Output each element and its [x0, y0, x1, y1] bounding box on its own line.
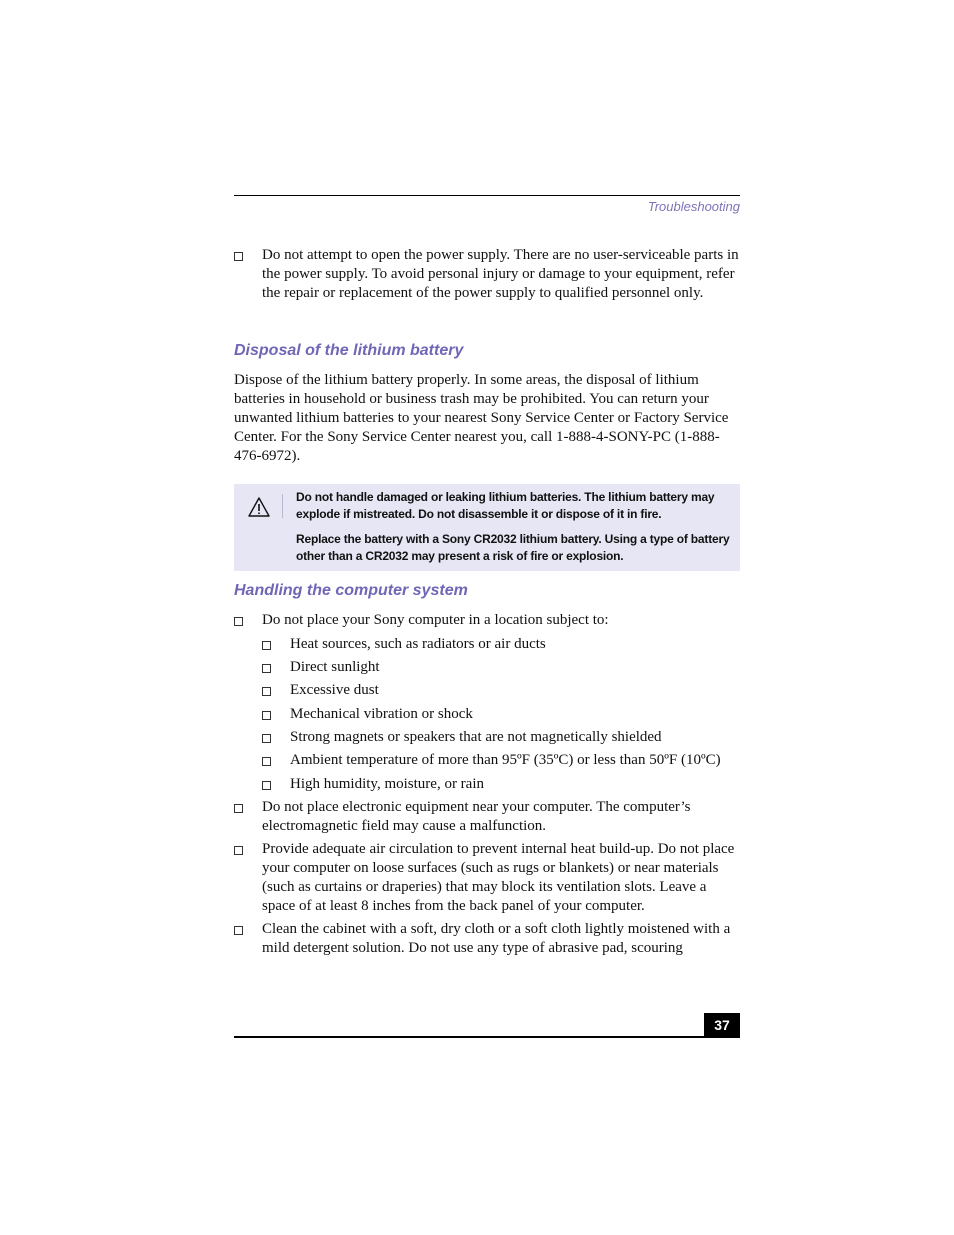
checkbox-bullet-icon — [262, 734, 271, 743]
section-heading-handling: Handling the computer system — [234, 582, 468, 599]
warning-text-2: Replace the battery with a Sony CR2032 lithium battery. Using a type of battery other than a CR2032 may present a risk of fire or explosion. — [296, 532, 730, 563]
list-item-text: Do not place electronic equipment near your computer. The computer’s electromagnetic field may cause a malfunction. — [262, 799, 691, 834]
sub-list-item — [262, 705, 473, 722]
section-heading-lithium: Disposal of the lithium battery — [234, 342, 464, 359]
list-item-text: Do not place your Sony computer in a location subject to: — [262, 612, 609, 628]
warning-triangle-icon — [247, 496, 271, 518]
header-rule — [234, 195, 740, 196]
sub-list-item — [262, 775, 485, 792]
page-number: 37 — [704, 1013, 740, 1037]
sub-list-item-text: Ambient temperature of more than 95ºF (35ºC) or less than 50ºF (10ºC) — [290, 752, 721, 768]
list-item-text: Do not attempt to open the power supply. There are no user-serviceable parts in the power supply. To avoid personal injury or damage to your equipment, refer the repair or replacement of the power supply to qualified personnel only. — [262, 247, 739, 301]
checkbox-bullet-icon — [262, 781, 271, 790]
sub-list-item-text: Strong magnets or speakers that are not magnetically shielded — [290, 729, 662, 745]
sub-list-item-text: Direct sunlight — [290, 659, 380, 675]
sub-list-item — [262, 658, 380, 675]
sub-list-item — [262, 681, 379, 698]
paragraph-lithium: Dispose of the lithium battery properly. In some areas, the disposal of lithium batteries in household or business trash may be prohibited. You can return your unwanted lithium batteries to your nearest Sony Service Center or Factory Service Center. For the Sony Service Center nearest you, call 1-888-4-SONY-PC (1-888-476-6972). — [234, 372, 729, 464]
running-header: Troubleshooting — [647, 199, 740, 214]
warning-text-1: Do not handle damaged or leaking lithium batteries. The lithium battery may explode if mistreated. Do not disassemble it or dispose of it in fire. — [296, 490, 715, 521]
list-item — [234, 840, 735, 914]
list-item-text: Clean the cabinet with a soft, dry cloth or a soft cloth lightly moistened with a mild detergent solution. Do not use any type of abrasive pad, scouring — [262, 921, 731, 956]
checkbox-bullet-icon — [262, 687, 271, 696]
list-item — [234, 920, 731, 956]
checkbox-bullet-icon — [262, 711, 271, 720]
list-item — [234, 798, 691, 834]
checkbox-bullet-icon — [234, 617, 243, 626]
checkbox-bullet-icon — [234, 846, 243, 855]
list-item — [234, 246, 739, 301]
warning-box — [234, 484, 740, 571]
checkbox-bullet-icon — [234, 252, 243, 261]
checkbox-bullet-icon — [262, 757, 271, 766]
checkbox-bullet-icon — [234, 804, 243, 813]
sub-list-item — [262, 751, 721, 768]
sub-list-item-text: High humidity, moisture, or rain — [290, 776, 485, 792]
sub-list-item-text: Excessive dust — [290, 682, 379, 698]
sub-list-item — [262, 635, 546, 652]
checkbox-bullet-icon — [262, 641, 271, 650]
sub-list-item — [262, 728, 662, 745]
list-item — [234, 611, 609, 628]
list-item-text: Provide adequate air circulation to prevent internal heat build-up. Do not place your computer on loose surfaces (such as rugs or blankets) or near materials (such as curtains or draperies) that may block its ventilation slots. Leave a space of at least 8 inches from the back panel of your computer. — [262, 841, 735, 914]
checkbox-bullet-icon — [262, 664, 271, 673]
sub-list-item-text: Heat sources, such as radiators or air ducts — [290, 636, 546, 652]
sub-list-item-text: Mechanical vibration or shock — [290, 706, 473, 722]
footer-rule — [234, 1036, 740, 1038]
warning-divider — [282, 494, 283, 518]
checkbox-bullet-icon — [234, 926, 243, 935]
